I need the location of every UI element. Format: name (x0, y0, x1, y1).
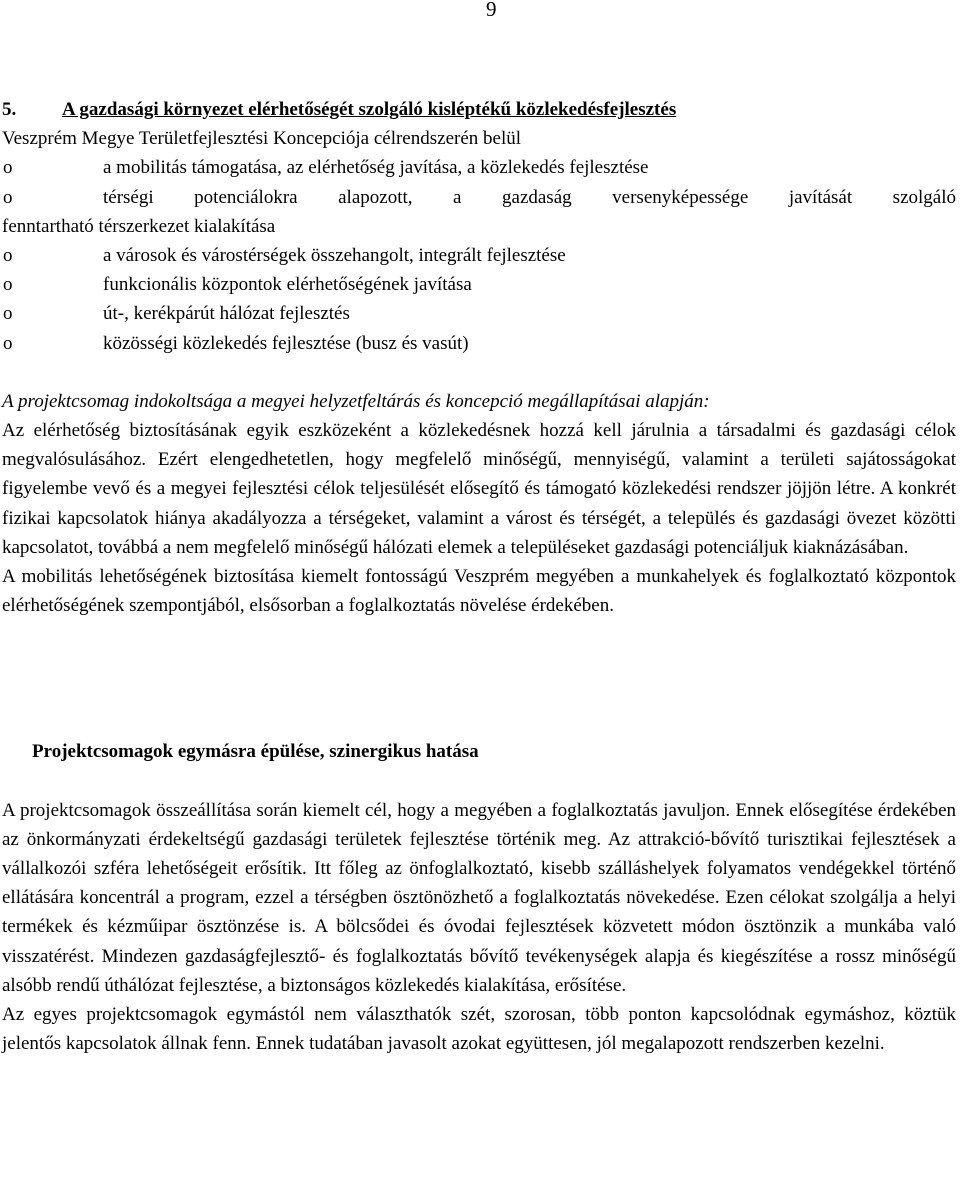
synergy-heading: Projektcsomagok egymásra épülése, szinergikus hatása (32, 741, 479, 763)
section-title: A gazdasági környezet elérhetőségét szolgáló kisléptékű közlekedésfejlesztés (62, 99, 677, 120)
page-number: 9 (486, 0, 497, 21)
bullet-marker-icon: o (3, 303, 13, 325)
section-subtitle: Veszprém Megye Területfejlesztési Koncepciója célrendszerén belül (2, 128, 522, 150)
bullet-marker-icon: o (3, 157, 13, 179)
section-number: 5. (2, 99, 17, 120)
justification-intro: A projektcsomag indokoltsága a megyei helyzetfeltárás és koncepció megállapításai alapján: (2, 390, 710, 412)
goal-list (2, 153, 956, 357)
list-item (2, 153, 956, 182)
paragraph: A projektcsomagok összeállítása során kiemelt cél, hogy a megyében a foglalkoztatás javuljon. Ennek elősegítése érdekében az önkormányzati érdekeltségű gazdasági területek fejlesztése történik meg. Az attrakció-bővítő turisztikai fejlesztések a vállalkozói szféra lehetőségeit erősítik. Itt főleg az önfoglalkoztató, kisebb szálláshelyek folyamatos vendégekkel történő ellátására koncentrál a program, ezzel a térségben ösztönözhető a foglalkoztatás növekedése. Ezen célokat szolgálja a helyi termékek és kézműipar ösztönzése is. A bölcsődei és óvodai fejlesztések közvetett módon ösztönzik a munkába való visszatérést. Mindezen gazdaságfejlesztő- és foglalkoztatás bővítő tevékenységek alapja és kiegészítése a rossz minőségű alsóbb rendű úthálózat fejlesztése, a biztonságos közlekedés kialakítása, erősítése. (2, 799, 956, 996)
list-item (2, 241, 956, 270)
list-item-text-line-2: fenntartható térszerkezet kialakítása (2, 215, 276, 237)
section-heading (2, 95, 956, 124)
list-item (2, 183, 956, 241)
list-item-text: út-, kerékpárút hálózat fejlesztés (103, 303, 350, 325)
bullet-marker-icon: o (3, 245, 13, 267)
paragraph: Az egyes projektcsomagok egymástól nem választhatók szét, szorosan, több ponton kapcsolódnak egymáshoz, köztük jelentős kapcsolatok állnak fenn. Ennek tudatában javasolt azokat együttesen, jól megalapozott rendszerben kezelni. (2, 1004, 956, 1055)
bullet-marker-icon: o (3, 274, 13, 296)
list-item (2, 329, 956, 358)
list-item (2, 299, 956, 328)
list-item-text: a városok és várostérségek összehangolt, integrált fejlesztése (103, 245, 566, 267)
list-item (2, 270, 956, 299)
list-item-text: közösségi közlekedés fejlesztése (busz és vasút) (103, 332, 469, 354)
list-item-text: funkcionális központok elérhetőségének javítása (103, 274, 472, 296)
list-item-text-line-1: térségi potenciálokra alapozott, a gazdaság versenyképessége javítását szolgáló (103, 186, 956, 208)
bullet-marker-icon: o (3, 186, 13, 208)
document-body (2, 95, 956, 1058)
paragraph: Az elérhetőség biztosításának egyik eszközeként a közlekedésnek hozzá kell járulnia a társadalmi és gazdasági célok megvalósulásához. Ezért elengedhetetlen, hogy megfelelő minőségű, mennyiségű, valamint a területi sajátosságokat figyelembe vevő és a megyei fejlesztési célok teljesülését elősegítő és támogató közlekedési rendszer jöjjön létre. A konkrét fizikai kapcsolatok hiánya akadályozza a térségeket, valamint a várost és térségét, a település és gazdasági övezet közötti kapcsolatot, továbbá a nem megfelelő minőségű hálózati elemek a településeket gazdasági potenciáljuk kiaknázásában. (2, 420, 956, 558)
bullet-marker-icon: o (3, 332, 13, 354)
paragraph: A mobilitás lehetőségének biztosítása kiemelt fontosságú Veszprém megyében a munkahelyek és foglalkoztató központok elérhetőségének szempontjából, elsősorban a foglalkoztatás növelése érdekében. (2, 566, 956, 617)
list-item-text: a mobilitás támogatása, az elérhetőség javítása, a közlekedés fejlesztése (103, 157, 649, 179)
